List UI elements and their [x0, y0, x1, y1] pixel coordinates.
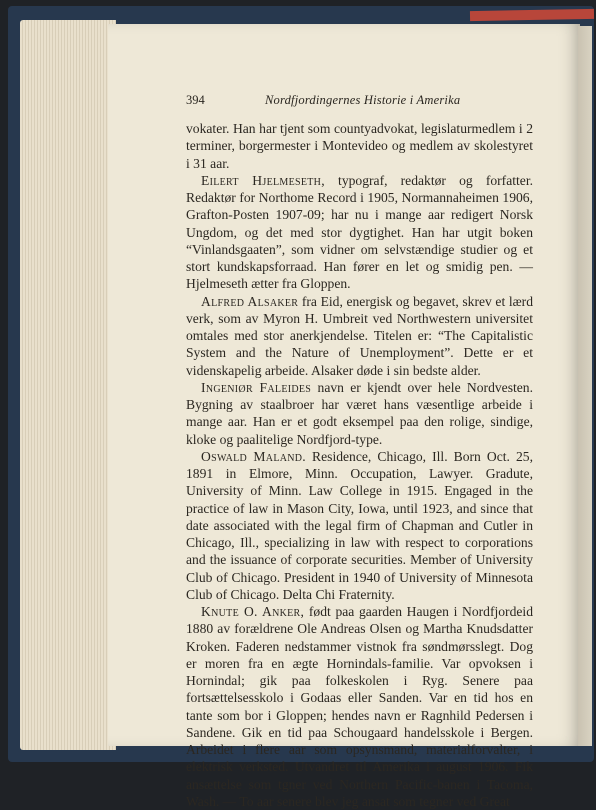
entry-name: Knute O. Anker,	[201, 604, 305, 619]
running-title: Nordfjordingernes Historie i Amerika	[265, 93, 461, 107]
entry-hjelmeseth	[186, 172, 533, 293]
page-number: 394	[186, 93, 205, 107]
entry-maland	[186, 448, 533, 603]
entry-alsaker	[186, 293, 533, 379]
paragraph-continuation	[186, 120, 533, 172]
entry-text: navn er kjendt over hele Nordvesten. Bygning av staalbroer har været hans væsentlige arbeide i mange aar. Han er et godt eksempel paa den rolige, sindige, kloke og paalitelige Nordfjord-type.	[186, 379, 533, 447]
page-gutter	[578, 26, 592, 746]
body-text	[186, 120, 533, 810]
entry-faleide	[186, 379, 533, 448]
entry-text: født paa gaarden Haugen i Nordfjordeid 1880 av forældrene Ole Andreas Olsen og Martha Knudsdatter Kroken. Faderen nedstammer vistnok fra søndmørsslegt. Dog er moren fra en ægte Hornindals-familie. Var opvoksen i Hornindal; gik paa folkeskolen i Ryg. Senere paa fortsættelsesskolo i Godaas eller Sanden. Var en tid hos en tante som bor i Gloppen; hendes navn er Ragnhild Pedersen i Sandene. Gik en tid paa Schougaard handelsskole i Bergen. Arbeidet i flere aar som opsynsmand, materialforvalter, i elektrisk verksted. Utvandret til Amerika i august 1906. Fik ansættelse som tgner ved Northern Pacific-banen i Tacoma, Wash. — To aar senere blev jeg ansat som tegner ved Great	[186, 604, 533, 809]
paragraph-text: vokater. Han har tjent som countyadvokat, legislaturmedlem i 2 terminer, borgermester i Montevideo og medlem av skolestyret i 31 aar.	[186, 121, 533, 171]
entry-anker	[186, 603, 533, 810]
entry-text: typograf, redaktør og forfatter. Redaktør for Northome Record i 1905, Normannaheimen 1906, Grafton-Posten 1907-09; har nu i mange aar redigert Norsk Ungdom, og det med stor dygtighet. Han har utgit boken “Vinlandsgaaten”, som vidner om selvstændige studier og et stort kundskapsforraad. Han fører en let og smidig pen. — Hjelmeseth ætter fra Gloppen.	[186, 172, 533, 292]
page-stack-edges	[20, 20, 116, 750]
running-header	[186, 93, 468, 111]
entry-text: fra Eid, energisk og begavet, skrev et lærd verk, som av Myron H. Umbreit ved Northwestern universitet omtales med stor anerkjendelse. Titelen er: “The Capitalistic System and the Nature of Unemployment”. Dette er et videnskapelig arbeide. Alsaker døde i sin bedste alder.	[186, 293, 533, 378]
entry-name: Oswald Maland.	[201, 448, 306, 464]
entry-name: Ingeniør Faleides	[201, 379, 312, 395]
entry-name: Eilert Hjelmeseth,	[201, 172, 325, 188]
entry-text: Residence, Chicago, Ill. Born Oct. 25, 1891 in Elmore, Minn. Occupation, Lawyer. Gradute, University of Minn. Law College in 1915. Engaged in the practice of law in Mason City, Iowa, until 1923, and since that date associated with the legal firm of Chapman and Cutler in Chicago, Ill., specializing in law with respect to corporations and the issuance of corporate securities. Member of University Club of Chicago. President in 1940 of University of Minnesota Club of Chicago. Delta Chi Fraternity.	[186, 448, 533, 602]
entry-name: Alfred Alsaker	[201, 293, 299, 309]
